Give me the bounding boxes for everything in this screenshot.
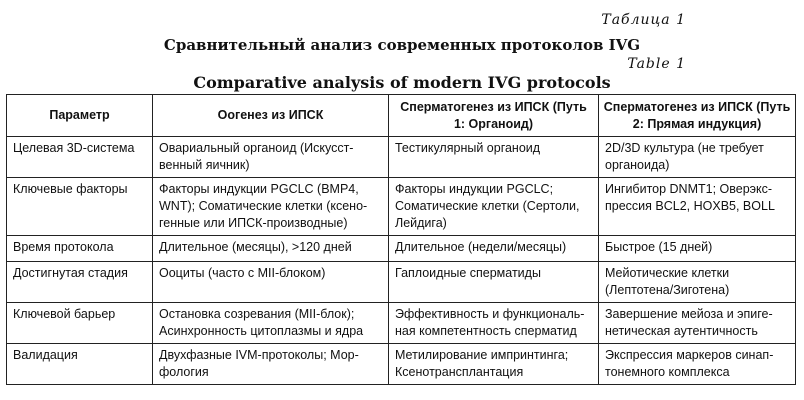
header-spermatogenesis-direct: Сперматогенез из ИПСК (Путь 2: Прямая индукция) <box>599 95 796 137</box>
cell-organoid: Метилирование импринтинга; Ксенотрансплантация <box>389 344 599 385</box>
table-number-ru: Таблица 1 <box>601 12 686 28</box>
cell-organoid: Гаплоидные сперматиды <box>389 262 599 303</box>
cell-direct: 2D/3D культура (не требует органоида) <box>599 137 796 178</box>
comparison-table <box>6 94 796 385</box>
table-row <box>7 303 796 344</box>
table-row <box>7 262 796 303</box>
header-oogenesis: Оогенез из ИПСК <box>153 95 389 137</box>
table-title-ru: Сравнительный анализ современных протоколов IVG <box>163 36 641 54</box>
cell-parameter: Целевая 3D-система <box>7 137 153 178</box>
cell-direct: Экспрессия маркеров синаптонемного комплекса <box>599 344 796 385</box>
cell-parameter: Валидация <box>7 344 153 385</box>
cell-oogenesis: Двухфазные IVM-протоколы; Морфология <box>153 344 389 385</box>
cell-oogenesis: Факторы индукции PGCLC (BMP4, WNT); Соматические клетки (ксеногенные или ИПСК-производные) <box>153 178 389 236</box>
table-row <box>7 178 796 236</box>
cell-organoid: Факторы индукции PGCLC; Соматические клетки (Сертоли, Лейдига) <box>389 178 599 236</box>
table-header-row <box>7 95 796 137</box>
table-row <box>7 236 796 262</box>
cell-parameter: Время протокола <box>7 236 153 262</box>
cell-direct: Быстрое (15 дней) <box>599 236 796 262</box>
table-title-en: Comparative analysis of modern IVG protocols <box>193 73 611 92</box>
cell-organoid: Тестикулярный органоид <box>389 137 599 178</box>
cell-direct: Завершение мейоза и эпигенетическая аутентичность <box>599 303 796 344</box>
table-row <box>7 137 796 178</box>
cell-oogenesis: Овариальный органоид (Искусственный яичник) <box>153 137 389 178</box>
cell-direct: Ингибитор DNMT1; Оверэкспрессия BCL2, HOXB5, BOLL <box>599 178 796 236</box>
cell-organoid: Длительное (недели/месяцы) <box>389 236 599 262</box>
cell-parameter: Достигнутая стадия <box>7 262 153 303</box>
cell-parameter: Ключевые факторы <box>7 178 153 236</box>
cell-oogenesis: Остановка созревания (MII-блок); Асинхронность цитоплазмы и ядра <box>153 303 389 344</box>
cell-organoid: Эффективность и функциональная компетентность сперматид <box>389 303 599 344</box>
cell-parameter: Ключевой барьер <box>7 303 153 344</box>
header-parameter: Параметр <box>7 95 153 137</box>
cell-oogenesis: Ооциты (часто с MII-блоком) <box>153 262 389 303</box>
table-number-en: Table 1 <box>627 56 686 72</box>
cell-oogenesis: Длительное (месяцы), >120 дней <box>153 236 389 262</box>
cell-direct: Мейотические клетки (Лептотена/Зиготена) <box>599 262 796 303</box>
header-spermatogenesis-organoid: Сперматогенез из ИПСК (Путь 1: Органоид) <box>389 95 599 137</box>
table-row <box>7 344 796 385</box>
